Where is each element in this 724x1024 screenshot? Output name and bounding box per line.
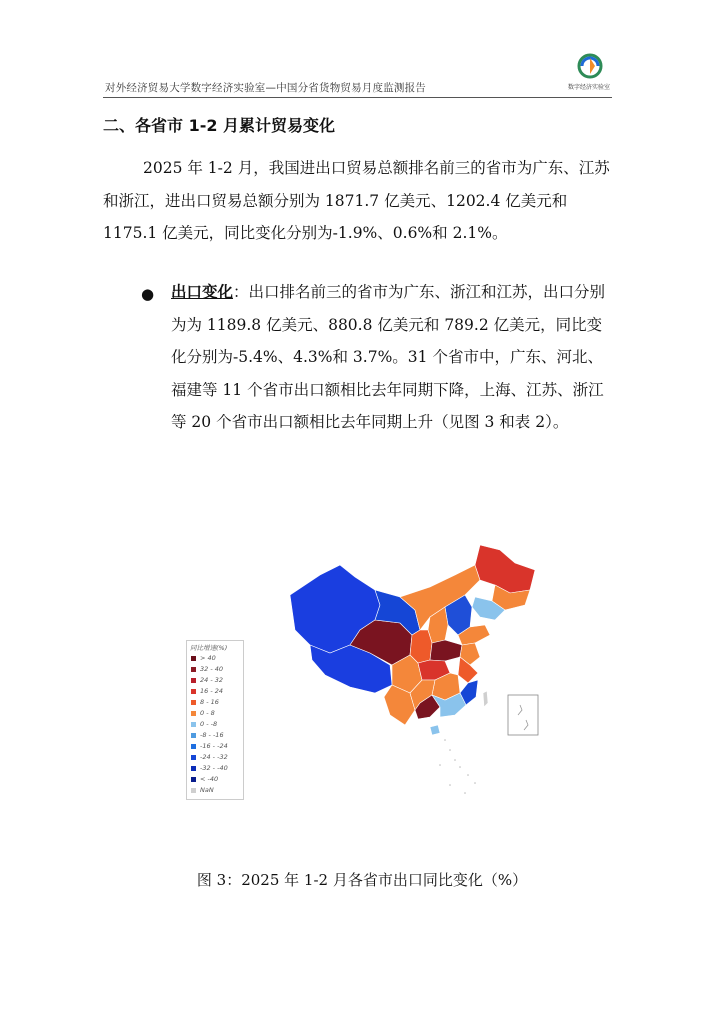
legend-swatch (191, 755, 196, 760)
map-region-taiwan (483, 691, 488, 707)
header-divider (103, 97, 612, 98)
legend-item (191, 786, 214, 794)
legend-swatch (191, 722, 196, 727)
legend-label: 16 - 24 (200, 687, 224, 695)
legend-label: < -40 (200, 775, 219, 783)
legend-swatch (191, 678, 196, 683)
map-inset-islands (518, 705, 528, 730)
legend-swatch (191, 766, 196, 771)
legend-label: 24 - 32 (200, 676, 224, 684)
legend-item (191, 731, 224, 739)
map-inset-box (508, 695, 538, 735)
legend-item (191, 753, 228, 761)
legend-item (191, 698, 219, 706)
logo-text: 数字经济实验室 (567, 84, 610, 91)
bullet-label: 出口变化 (171, 283, 234, 301)
export-change-paragraph (171, 276, 615, 439)
legend-item (191, 676, 223, 684)
legend-label: -16 - -24 (200, 742, 228, 750)
legend-item (191, 665, 223, 673)
legend-label: > 40 (200, 654, 216, 662)
legend-swatch (191, 777, 196, 782)
legend-swatch (191, 744, 196, 749)
legend-label: -8 - -16 (200, 731, 224, 739)
legend-label: 0 - 8 (200, 709, 215, 717)
map-region-heilongjiang (475, 545, 535, 593)
bullet-text: 出口排名前三的省市为广东、浙江和江苏，出口分别为为 1189.8 亿美元、880.8 亿美元和 789.2 亿美元，同比变化分别为-5.4%、4.3%和 3.7%。31 个省市中，广东、河北、福建等 11 个省市出口额相比去年同期下降，上海、江苏、浙江等 20 个省市出口额相比去年同期上升（见图 3 和表 2）。 (171, 283, 606, 431)
header-title: 对外经济贸易大学数字经济实验室—中国分省货物贸易月度监测报告 (105, 82, 426, 94)
legend-item (191, 775, 218, 783)
legend-label: 0 - -8 (200, 720, 218, 728)
legend-item (191, 654, 216, 662)
legend-item (191, 742, 228, 750)
intro-paragraph: 2025 年 1-2 月，我国进出口贸易总额排名前三的省市为广东、江苏和浙江，进出口贸易总额分别为 1871.7 亿美元、1202.4 亿美元和 1175.1 亿美元，同比变化分别为-1.9%、0.6%和 2.1%。 (103, 159, 610, 242)
map-region-henan (430, 640, 462, 661)
legend-item (191, 764, 228, 772)
legend-title: 同比增速(%) (190, 644, 228, 652)
legend-label: NaN (200, 786, 214, 794)
legend-label: -32 - -40 (200, 764, 228, 772)
bullet-icon: ● (141, 285, 155, 303)
bullet-separator: ： (233, 283, 249, 301)
legend-swatch (191, 689, 196, 694)
legend-swatch (191, 788, 196, 793)
map-legend (186, 640, 244, 800)
legend-swatch (191, 700, 196, 705)
china-province-map (280, 535, 550, 805)
legend-swatch (191, 656, 196, 661)
legend-item (191, 720, 217, 728)
legend-swatch (191, 667, 196, 672)
legend-label: 32 - 40 (200, 665, 224, 673)
section-title: 二、各省市 1-2 月累计贸易变化 (103, 116, 336, 135)
map-island-dots (439, 739, 476, 794)
figure-caption: 图 3：2025 年 1-2 月各省市出口同比变化（%） (196, 871, 528, 889)
legend-label: -24 - -32 (200, 753, 228, 761)
legend-swatch (191, 733, 196, 738)
legend-item (191, 709, 215, 717)
legend-item (191, 687, 223, 695)
map-region-hainan (430, 725, 440, 735)
legend-label: 8 - 16 (200, 698, 219, 706)
legend-swatch (191, 711, 196, 716)
